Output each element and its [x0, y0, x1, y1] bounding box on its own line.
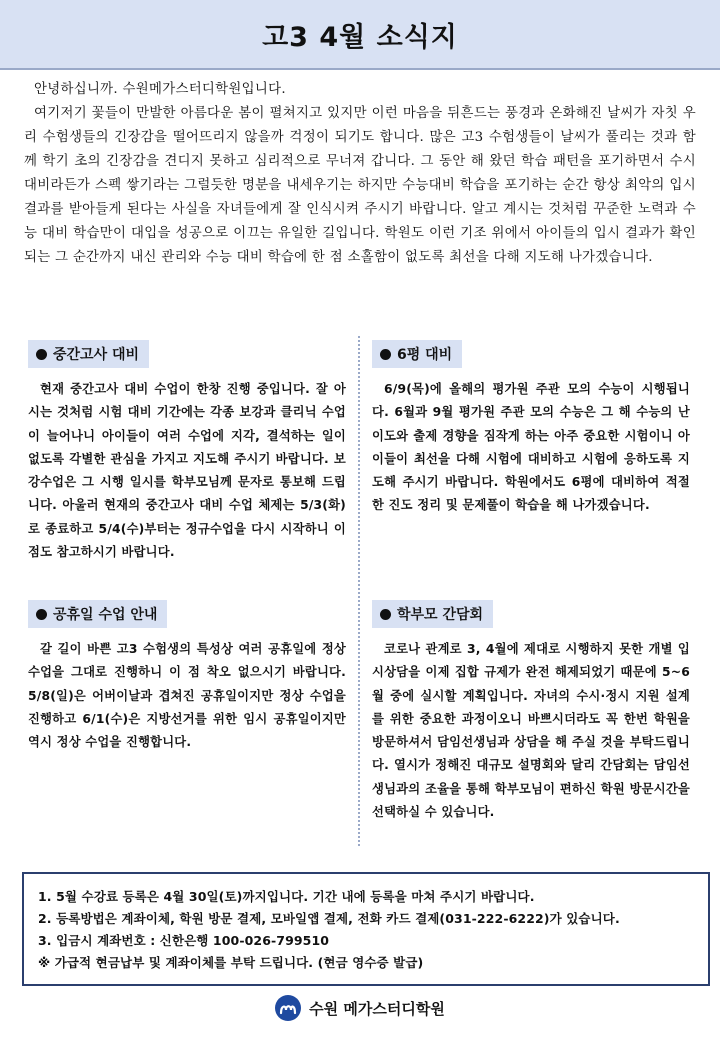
notice-list — [38, 886, 694, 974]
notice-item: 2. 등록방법은 계좌이체, 학원 방문 결제, 모바일앱 결제, 전화 카드 결제(031-222-6222)가 있습니다. — [38, 911, 620, 926]
academy-footer — [0, 990, 720, 1026]
academy-name: 수원 메가스터디학원 — [309, 999, 445, 1018]
intro-greeting: 안녕하십니까. 수원메가스터디학원입니다. — [34, 82, 286, 97]
megastudy-logo-icon — [275, 995, 301, 1021]
section-holiday-classes — [28, 600, 346, 754]
newsletter-title-bar — [0, 0, 720, 70]
bullet-icon — [36, 349, 47, 360]
column-divider — [358, 336, 360, 846]
section-heading-label: 학부모 간담회 — [397, 607, 484, 623]
section-heading-label: 중간고사 대비 — [53, 347, 140, 363]
section-heading — [28, 600, 167, 628]
section-heading — [372, 340, 462, 368]
tuition-notice-box — [22, 872, 710, 986]
intro-body: 여기저기 꽃들이 만발한 아름다운 봄이 펼쳐지고 있지만 이런 마음을 뒤흔드는 풍경과 온화해진 날씨가 자칫 우리 수험생들의 긴장감을 떨어뜨리지 않을까 걱정이 되기도 합니다. 많은 고3 수험생들이 날씨가 풀리는 것과 함께 학기 초의 긴장감을 견디지 못하고 심리적으로 무너져 갑니다. 그 동안 해 왔던 학습 패턴을 포기하면서 수시 대비라든가 스펙 쌓기라는 그럴듯한 명분을 내세우기는 하지만 수능대비 학습을 포기하는 순간 항상 최악의 입시 결과를 받아들게 된다는 사실을 자녀들에게 잘 인식시켜 주시기 바랍니다. 알고 계시는 것처럼 꾸준한 노력과 수능 대비 학습만이 대입을 성공으로 이끄는 유일한 길입니다. 학원도 이런 기조 위에서 아이들의 입시 결과가 확인되는 그 순간까지 내신 관리와 수능 대비 학습에 한 점 소홀함이 없도록 최선을 다해 지도해 나가겠습니다. — [24, 106, 696, 265]
section-june-mock-exam — [372, 340, 690, 518]
section-heading-label: 6평 대비 — [397, 347, 453, 363]
intro-letter — [24, 78, 696, 270]
bullet-icon — [380, 609, 391, 620]
section-body: 현재 중간고사 대비 수업이 한창 진행 중입니다. 잘 아시는 것처럼 시험 대비 기간에는 각종 보강과 클리닉 수업이 늘어나니 아이들이 여러 수업에 지각, 결석하는 일이 없도록 각별한 관심을 가지고 지도해 주시기 바랍니다. 보강수업은 그 시행 일시를 학부모님께 문자로 통보해 드립니다. 아울러 현재의 중간고사 대비 수업 체제는 5/3(화)로 종료하고 5/4(수)부터는 정규수업을 다시 시작하니 이 점도 참고하시기 바랍니다. — [28, 382, 346, 560]
section-parent-meeting — [372, 600, 690, 824]
section-body: 6/9(목)에 올해의 평가원 주관 모의 수능이 시행됩니다. 6월과 9월 평가원 주관 모의 수능은 그 해 수능의 난이도와 출제 경향을 짐작게 하는 아주 중요한 시험이니 아이들이 최선을 다해 시험에 대비하고 시험에 응하도록 지도해 주시기 바랍니다. 학원에서도 6평에 대비하여 적절한 진도 정리 및 문제풀이 학습을 해 나가겠습니다. — [372, 382, 690, 513]
bullet-icon — [36, 609, 47, 620]
notice-item: 1. 5월 수강료 등록은 4월 30일(토)까지입니다. 기간 내에 등록을 마쳐 주시기 바랍니다. — [38, 889, 535, 904]
section-midterm-prep — [28, 340, 346, 564]
section-heading-label: 공휴일 수업 안내 — [53, 607, 158, 623]
section-body: 갈 길이 바쁜 고3 수험생의 특성상 여러 공휴일에 정상 수업을 그대로 진행하니 이 점 착오 없으시기 바랍니다. 5/8(일)은 어버이날과 겹쳐진 공휴일이지만 정상 수업을 진행하고 6/1(수)은 지방선거를 위한 임시 공휴일이지만 역시 정상 수업을 진행합니다. — [28, 642, 346, 750]
section-heading — [28, 340, 149, 368]
section-body: 코로나 관계로 3, 4월에 제대로 시행하지 못한 개별 입시상담을 이제 집합 규제가 완전 해제되었기 때문에 5~6월 중에 실시할 계획입니다. 자녀의 수시·정시 지원 설계를 위한 중요한 과정이오니 바쁘시더라도 꼭 한번 학원을 방문하셔서 담임선생님과 상담을 해 주실 것을 부탁드립니다. 열시가 정해진 대규모 설명회와 달리 간담회는 담임선생님과의 조율을 통해 학부모님이 편하신 학원 방문시간을 선택하실 수 있습니다. — [372, 642, 690, 820]
section-heading — [372, 600, 493, 628]
page-title: 고3 4월 소식지 — [262, 21, 458, 53]
bullet-icon — [380, 349, 391, 360]
notice-item: ※ 가급적 현금납부 및 계좌이체를 부탁 드립니다. (현금 영수증 발급) — [38, 955, 424, 970]
notice-item: 3. 입금시 계좌번호 : 신한은행 100-026-799510 — [38, 933, 330, 948]
